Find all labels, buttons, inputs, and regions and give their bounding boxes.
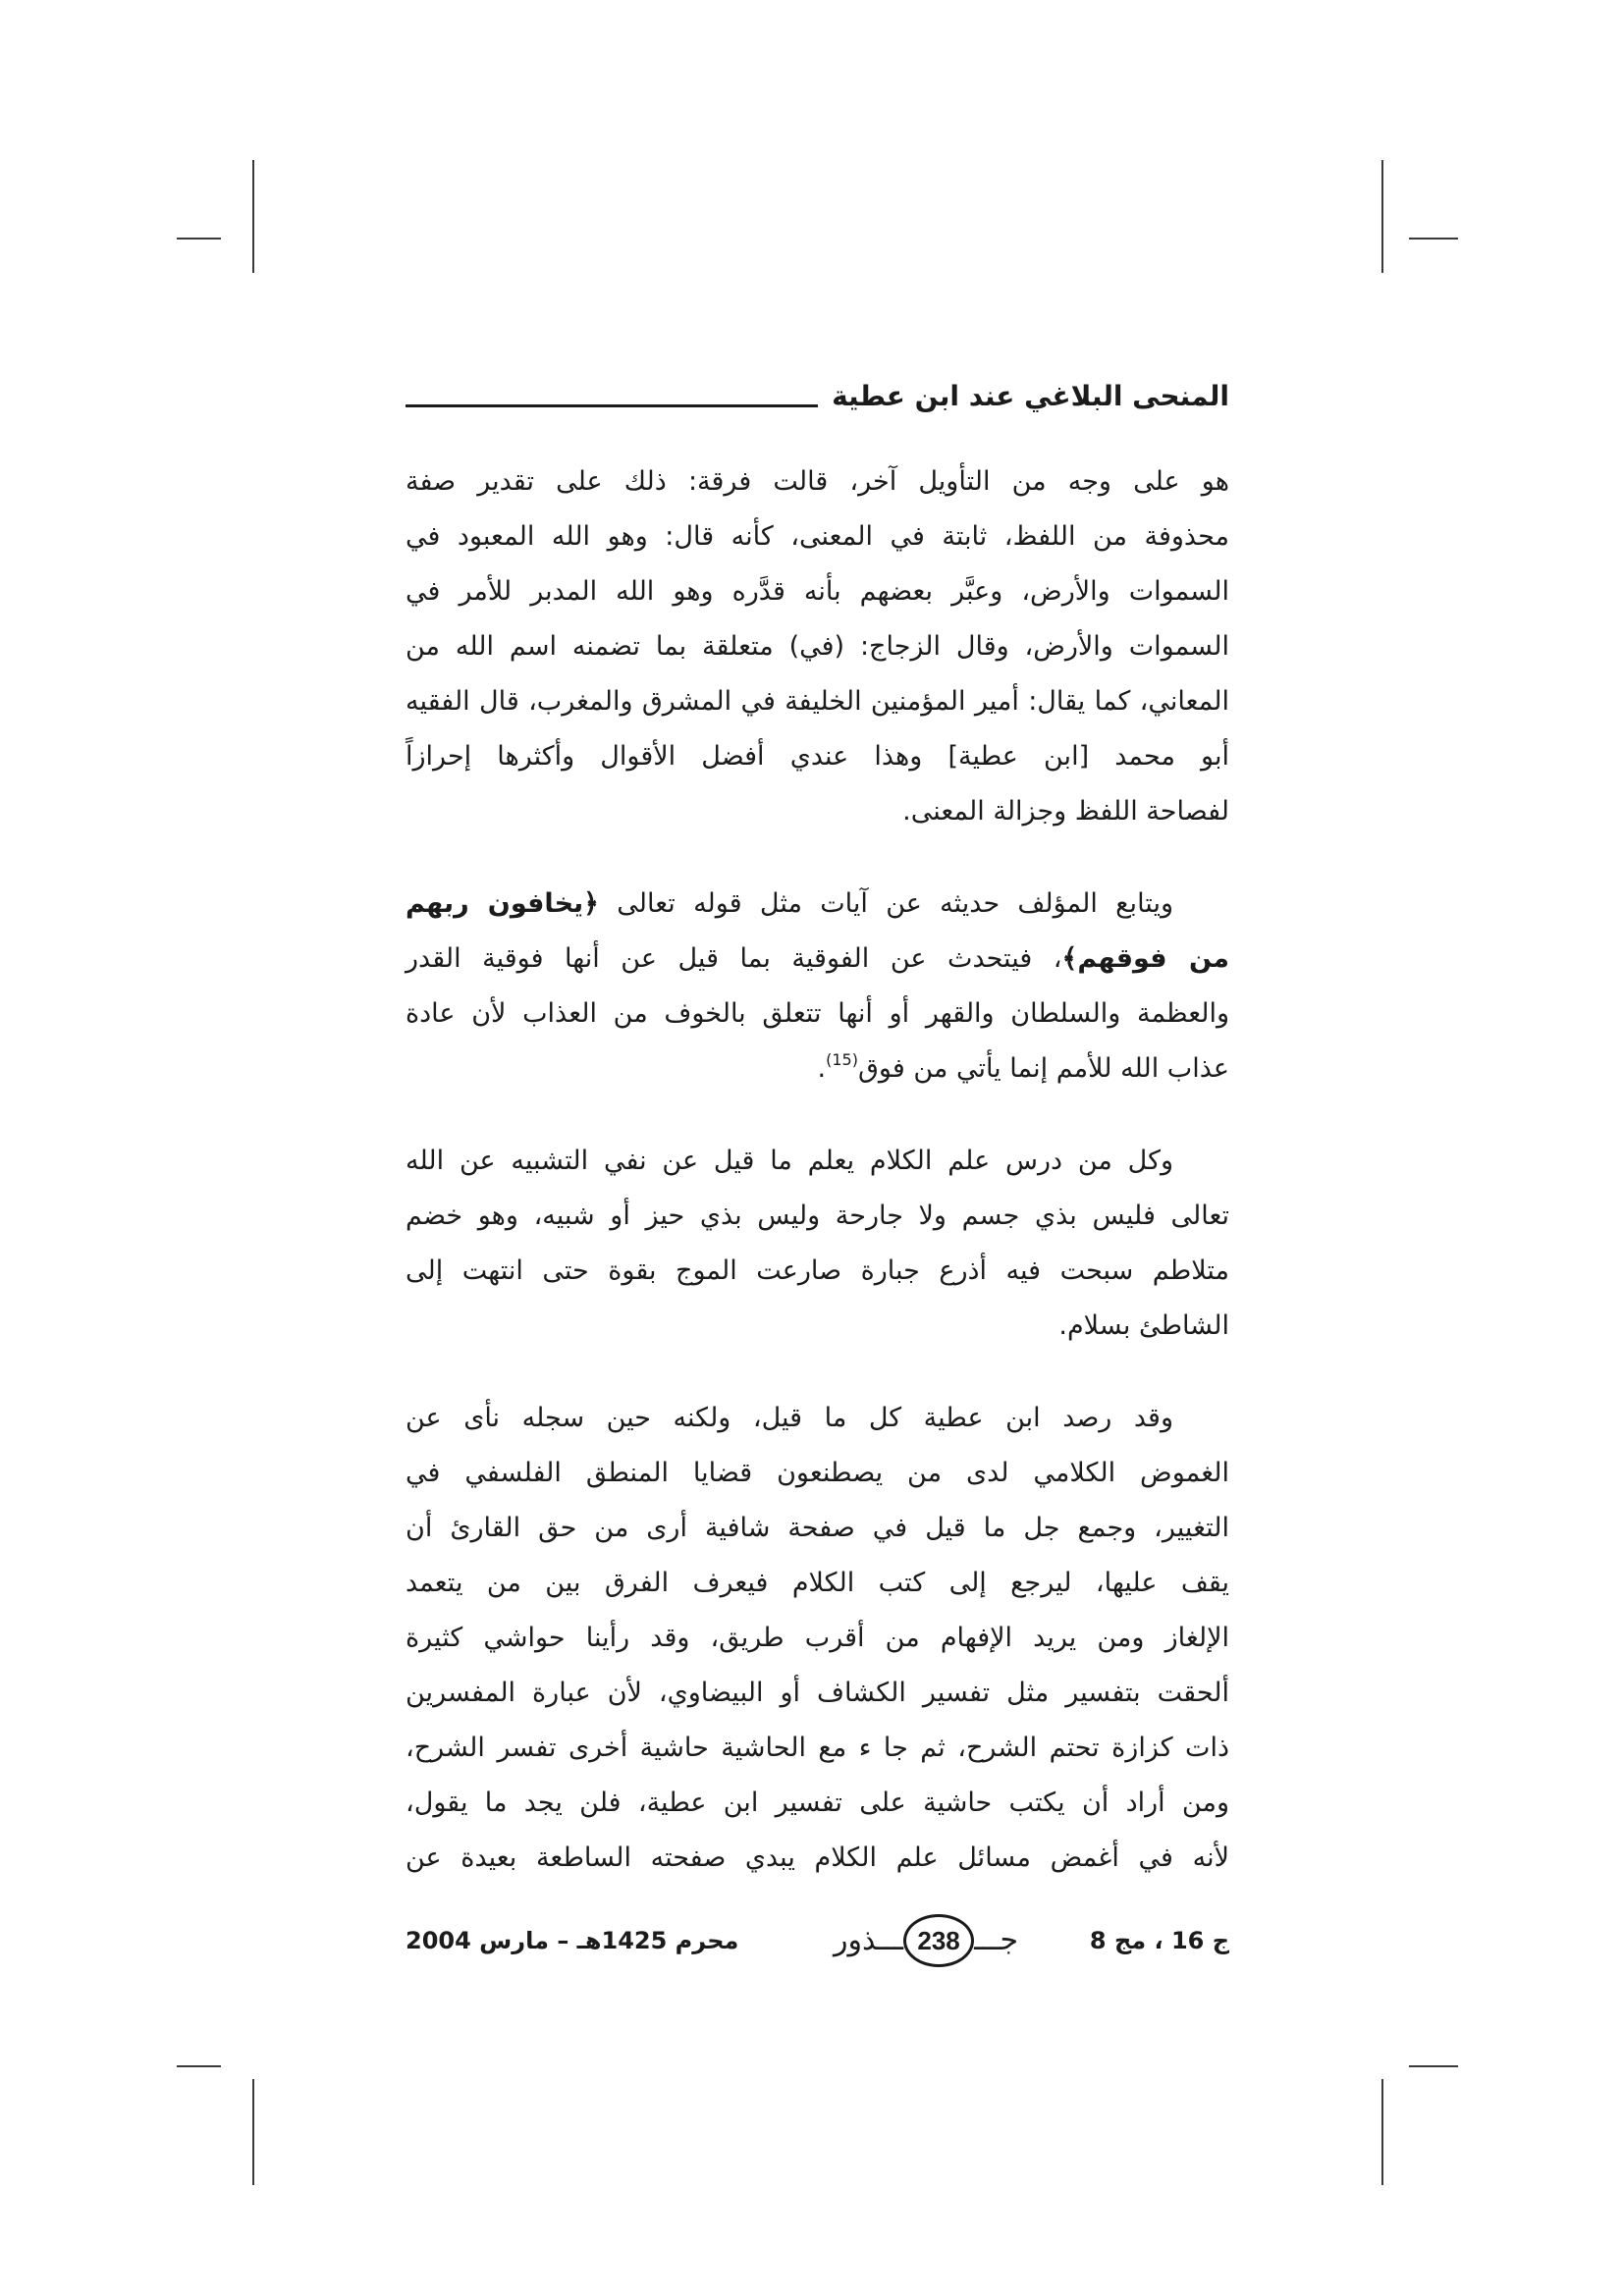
body-line: يقف عليها، ليرجع إلى كتب الكلام فيعرف الفرق بين من يتعمد bbox=[406, 1568, 1229, 1598]
quran-verse: من فوقهم﴾ bbox=[1061, 943, 1229, 974]
body-line: السموات والأرض، وعبَّر بعضهم بأنه قدَّره وهو الله المدبر للأمر في bbox=[406, 576, 1229, 607]
journal-name-prefix: جـــ bbox=[974, 1923, 1018, 1957]
body-line: متلاطم سبحت فيه أذرع جبارة صارعت الموج بقوة حتى انتهت إلى bbox=[406, 1255, 1229, 1286]
running-header bbox=[406, 375, 1229, 418]
crop-mark-bottom-right-horizontal bbox=[1409, 2065, 1458, 2067]
journal-name-suffix: ـــذور bbox=[833, 1923, 904, 1957]
crop-mark-top-left-vertical bbox=[252, 160, 254, 273]
header-rule bbox=[406, 404, 818, 407]
body-line: أبو محمد [ابن عطية] وهذا عندي أفضل الأقوال وأكثرها إحرازاً bbox=[406, 741, 1229, 772]
body-line: الغموض الكلامي لدى من يصطنعون قضايا المنطق الفلسفي في bbox=[406, 1458, 1229, 1488]
body-line: وقد رصد ابن عطية كل ما قيل، ولكنه حين سجله نأى عن bbox=[406, 1403, 1173, 1433]
quran-verse: ﴿يخافون ربهم bbox=[406, 888, 599, 919]
running-header-title: المنحى البلاغي عند ابن عطية bbox=[832, 380, 1229, 412]
article-body bbox=[406, 454, 1229, 1923]
body-line: ومن أراد أن يكتب حاشية على تفسير ابن عطية، فلن يجد ما يقول، bbox=[406, 1788, 1229, 1818]
crop-mark-bottom-left-vertical bbox=[252, 2079, 254, 2185]
body-line bbox=[406, 987, 1229, 1041]
body-line bbox=[406, 1041, 1229, 1096]
body-line: المعاني، كما يقال: أمير المؤمنين الخليفة في المشرق والمغرب، قال الفقيه bbox=[406, 686, 1229, 717]
footnote-reference: (15) bbox=[826, 1050, 858, 1069]
body-line: محذوفة من اللفظ، ثابتة في المعنى، كأنه قال: وهو الله المعبود في bbox=[406, 521, 1229, 552]
body-line: تعالى فليس بذي جسم ولا جارحة وليس بذي حيز أو شبيه، وهو خضم bbox=[406, 1201, 1229, 1231]
footer-date: محرم 1425هـ – مارس 2004 bbox=[406, 1927, 739, 1954]
body-line: الإلغاز ومن يريد الإفهام من أقرب طريق، وقد رأينا حواشي كثيرة bbox=[406, 1623, 1229, 1653]
body-line bbox=[406, 877, 1229, 932]
body-line bbox=[406, 932, 1229, 987]
footer-journal-page bbox=[834, 1915, 1018, 1966]
body-line: هو على وجه من التأويل آخر، قالت فرقة: ذلك على تقدير صفة bbox=[406, 466, 1229, 497]
page-number: 238 bbox=[917, 1926, 960, 1955]
crop-mark-bottom-left-horizontal bbox=[177, 2065, 221, 2067]
body-line: السموات والأرض، وقال الزجاج: (في) متعلقة بما تضمنه اسم الله من bbox=[406, 631, 1229, 662]
body-line: وكل من درس علم الكلام يعلم ما قيل عن نفي التشبيه عن الله bbox=[406, 1146, 1173, 1176]
line-text: والعظمة والسلطان والقهر أو أنها تتعلق بالخوف من العذاب لأن عادة bbox=[406, 998, 1229, 1029]
line-text: عذاب الله للأمم إنما يأتي من فوق bbox=[857, 1053, 1229, 1084]
paragraph-2 bbox=[406, 877, 1229, 1096]
line-text: ، فيتحدث عن الفوقية بما قيل عن أنها فوقية القدر bbox=[406, 943, 1062, 974]
crop-mark-top-left-horizontal bbox=[177, 238, 221, 240]
body-line: ذات كزازة تحتم الشرح، ثم جا ء مع الحاشية حاشية أخرى تفسر الشرح، bbox=[406, 1733, 1229, 1763]
page-number-oval bbox=[903, 1914, 974, 1967]
crop-mark-top-right-horizontal bbox=[1409, 238, 1458, 240]
body-line: التغيير، وجمع جل ما قيل في صفحة شافية أرى من حق القارئ أن bbox=[406, 1513, 1229, 1543]
body-line: لفصاحة اللفظ وجزالة المعنى. bbox=[902, 796, 1229, 827]
line-end-punctuation: . bbox=[817, 1053, 827, 1084]
footer-issue-volume: ج 16 ، مج 8 bbox=[1089, 1927, 1229, 1954]
crop-mark-bottom-right-vertical bbox=[1381, 2079, 1383, 2185]
body-line: الشاطئ بسلام. bbox=[1058, 1310, 1229, 1341]
paragraph-3 bbox=[406, 1134, 1229, 1354]
body-line: ألحقت بتفسير مثل تفسير الكشاف أو البيضاوي، لأن عبارة المفسرين bbox=[406, 1678, 1229, 1708]
paragraph-1 bbox=[406, 454, 1229, 839]
crop-mark-top-right-vertical bbox=[1381, 160, 1383, 273]
line-text: ويتابع المؤلف حديثه عن آيات مثل قوله تعالى bbox=[617, 888, 1173, 919]
body-line: لأنه في أغمض مسائل علم الكلام يبدي صفحته الساطعة بعيدة عن bbox=[406, 1842, 1229, 1873]
paragraph-4 bbox=[406, 1391, 1229, 1886]
